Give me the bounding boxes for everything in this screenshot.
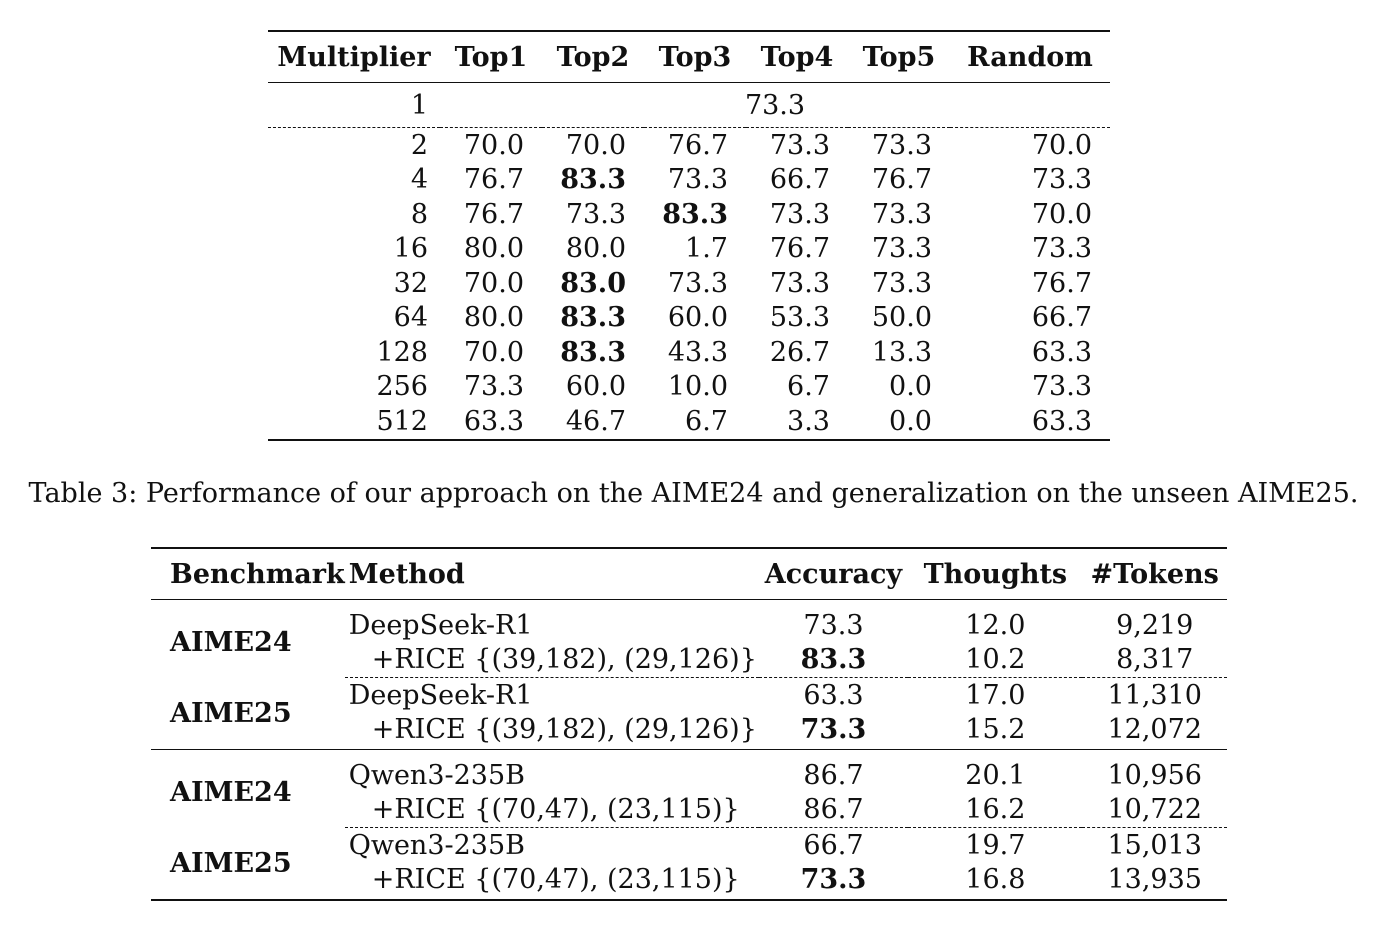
value-cell: 0.0	[889, 371, 932, 403]
col-header-accuracy: Accuracy	[759, 548, 909, 600]
col-header-tokens: #Tokens	[1082, 548, 1227, 600]
thoughts-cell: 16.2	[908, 793, 1082, 828]
accuracy-cell-best: 73.3	[759, 713, 909, 750]
tokens-cell: 12,072	[1082, 713, 1227, 750]
value-cell: 1.7	[685, 233, 728, 265]
table-row	[151, 828, 1227, 863]
multiplier-table	[268, 30, 1110, 441]
value-cell: 0.0	[889, 405, 932, 437]
table-row-baseline	[268, 83, 1110, 128]
tokens-cell: 8,317	[1082, 643, 1227, 678]
value-cell: 70.0	[463, 267, 524, 299]
accuracy-cell: 86.7	[759, 793, 909, 828]
value-cell: 70.0	[565, 129, 626, 161]
col-header-top5: Top5	[848, 31, 950, 83]
method-cell: Qwen3-235B	[348, 829, 525, 861]
thoughts-cell: 20.1	[965, 759, 1026, 791]
accuracy-cell: 86.7	[803, 759, 864, 791]
benchmark-cell: AIME24	[170, 777, 292, 809]
table-row	[151, 678, 1227, 713]
value-cell: 60.0	[667, 302, 728, 334]
value-cell: 13.3	[871, 336, 932, 368]
thoughts-cell: 12.0	[965, 609, 1026, 641]
tokens-cell: 9,219	[1116, 609, 1194, 641]
value-cell: 60.0	[565, 371, 626, 403]
method-cell: +RICE {(39,182), (29,126)}	[345, 713, 759, 750]
value-cell: 76.7	[1031, 267, 1092, 299]
multiplier-cell: 64	[393, 302, 428, 334]
value-cell: 76.7	[667, 129, 728, 161]
value-cell-best: 83.3	[560, 336, 626, 368]
multiplier-cell: 1	[268, 83, 440, 128]
value-cell: 46.7	[565, 405, 626, 437]
value-cell: 80.0	[463, 302, 524, 334]
tokens-cell: 11,310	[1107, 679, 1202, 711]
value-cell: 66.7	[1031, 302, 1092, 334]
col-header-thoughts: Thoughts	[908, 548, 1082, 600]
value-cell: 73.3	[871, 198, 932, 230]
col-header-multiplier: Multiplier	[268, 31, 440, 83]
value-cell: 10.0	[667, 371, 728, 403]
col-header-top4: Top4	[746, 31, 848, 83]
value-cell-best: 83.3	[662, 198, 728, 230]
multiplier-cell: 2	[410, 129, 428, 161]
table-row	[268, 266, 1110, 301]
table-row	[268, 335, 1110, 370]
value-cell-best: 83.3	[560, 164, 626, 196]
thoughts-cell: 16.8	[965, 864, 1026, 896]
table-row	[268, 404, 1110, 440]
value-cell: 73.3	[769, 198, 830, 230]
thoughts-cell: 15.2	[908, 713, 1082, 750]
value-cell: 70.0	[1031, 198, 1092, 230]
value-cell: 63.3	[1031, 336, 1092, 368]
multiplier-cell: 128	[376, 336, 428, 368]
table-row	[268, 301, 1110, 336]
accuracy-cell: 63.3	[803, 679, 864, 711]
method-cell: DeepSeek-R1	[348, 679, 533, 711]
value-cell: 73.3	[871, 129, 932, 161]
value-cell: 73.3	[463, 371, 524, 403]
col-header-top1: Top1	[440, 31, 542, 83]
value-cell: 70.0	[1031, 129, 1092, 161]
table-header-row	[151, 548, 1227, 600]
tokens-cell: 10,956	[1107, 759, 1202, 791]
col-header-top2: Top2	[542, 31, 644, 83]
multiplier-cell: 256	[376, 371, 428, 403]
tokens-cell: 10,722	[1082, 793, 1227, 828]
value-cell: 63.3	[463, 405, 524, 437]
value-cell: 73.3	[871, 233, 932, 265]
col-header-top3: Top3	[644, 31, 746, 83]
value-cell: 6.7	[685, 405, 728, 437]
tokens-cell: 15,013	[1107, 829, 1202, 861]
value-cell: 70.0	[463, 129, 524, 161]
value-cell: 63.3	[1031, 405, 1092, 437]
value-cell: 73.3	[769, 267, 830, 299]
benchmark-cell: AIME25	[151, 678, 345, 750]
multiplier-cell: 16	[393, 233, 428, 265]
value-cell: 73.3	[667, 267, 728, 299]
accuracy-cell-best: 83.3	[759, 643, 909, 678]
value-cell: 76.7	[769, 233, 830, 265]
value-cell-best: 83.3	[560, 302, 626, 334]
table-row	[268, 163, 1110, 198]
tokens-cell: 13,935	[1107, 864, 1202, 896]
table-row	[268, 128, 1110, 163]
value-cell: 80.0	[565, 233, 626, 265]
value-cell: 76.7	[463, 164, 524, 196]
value-cell: 73.3	[565, 198, 626, 230]
value-cell: 70.0	[463, 336, 524, 368]
multiplier-cell: 8	[410, 198, 428, 230]
value-cell: 43.3	[667, 336, 728, 368]
benchmark-table	[151, 547, 1227, 901]
method-cell: +RICE {(39,182), (29,126)}	[345, 643, 759, 678]
value-cell: 80.0	[463, 233, 524, 265]
col-header-method: Method	[345, 548, 759, 600]
value-cell: 26.7	[769, 336, 830, 368]
value-cell: 66.7	[769, 164, 830, 196]
accuracy-cell: 73.3	[803, 609, 864, 641]
table-caption: Table 3: Performance of our approach on the AIME24 and generalization on the unseen AIME25.	[28, 478, 1359, 509]
benchmark-cell: AIME24	[170, 627, 292, 659]
method-cell: +RICE {(70,47), (23,115)}	[371, 864, 740, 896]
table-row	[268, 197, 1110, 232]
col-header-benchmark: Benchmark	[151, 548, 345, 600]
value-cell: 73.3	[1031, 233, 1092, 265]
value-cell: 73.3	[1031, 371, 1092, 403]
value-cell: 73.3	[1031, 164, 1092, 196]
baseline-value: 73.3	[440, 83, 1110, 128]
accuracy-cell: 66.7	[803, 829, 864, 861]
method-cell: DeepSeek-R1	[348, 609, 533, 641]
table-row	[151, 750, 1227, 793]
method-cell: Qwen3-235B	[348, 759, 525, 791]
value-cell: 76.7	[871, 164, 932, 196]
value-cell: 73.3	[769, 129, 830, 161]
table-row	[268, 370, 1110, 405]
thoughts-cell: 17.0	[965, 679, 1026, 711]
value-cell: 76.7	[463, 198, 524, 230]
table-row	[268, 232, 1110, 267]
thoughts-cell: 10.2	[908, 643, 1082, 678]
value-cell: 6.7	[787, 371, 830, 403]
multiplier-cell: 4	[410, 164, 428, 196]
multiplier-cell: 512	[376, 405, 428, 437]
value-cell: 73.3	[667, 164, 728, 196]
accuracy-cell-best: 73.3	[800, 864, 867, 896]
value-cell: 50.0	[871, 302, 932, 334]
method-cell: +RICE {(70,47), (23,115)}	[345, 793, 759, 828]
multiplier-cell: 32	[393, 267, 428, 299]
table-row	[151, 600, 1227, 643]
table-header-row	[268, 31, 1110, 83]
value-cell: 3.3	[787, 405, 830, 437]
value-cell: 73.3	[871, 267, 932, 299]
value-cell: 53.3	[769, 302, 830, 334]
thoughts-cell: 19.7	[965, 829, 1026, 861]
value-cell-best: 83.0	[560, 267, 626, 299]
col-header-random: Random	[950, 31, 1110, 83]
benchmark-cell: AIME25	[170, 847, 292, 879]
